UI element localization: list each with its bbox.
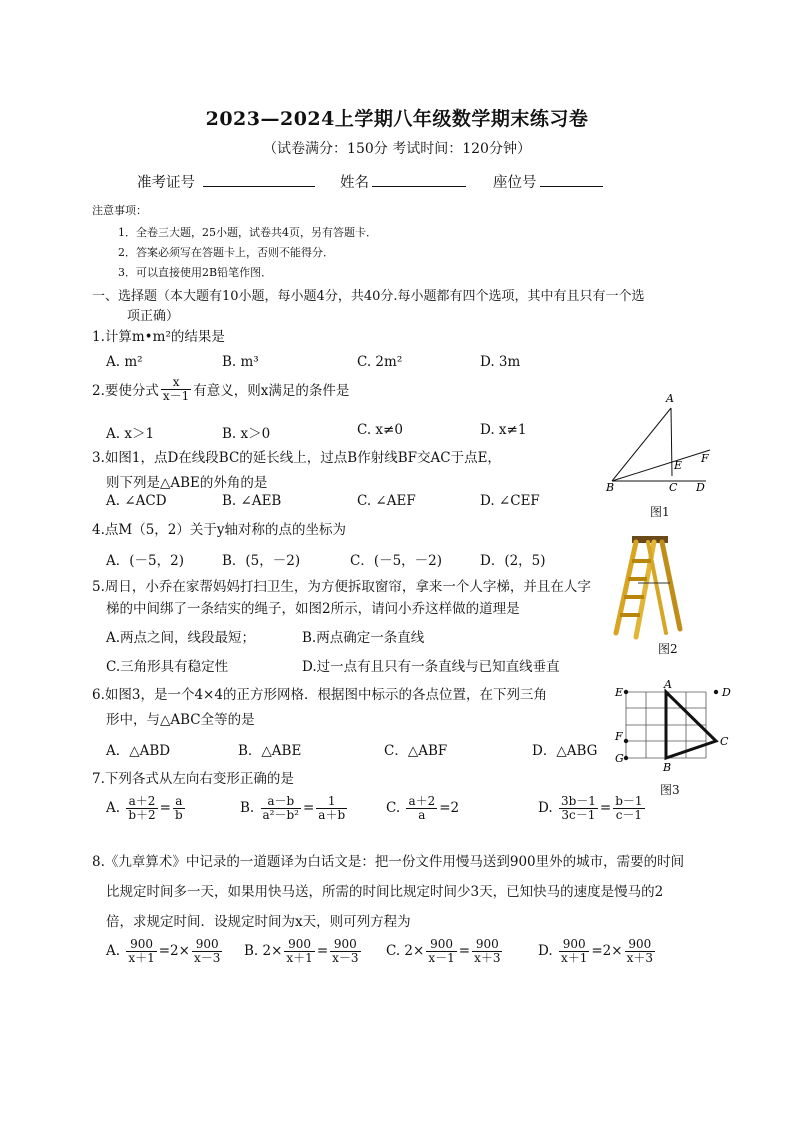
q3-option-a[interactable]: A. ∠ACD [106, 493, 167, 509]
fig1-ray-bf [612, 450, 710, 481]
figure-2-caption: 图2 [658, 642, 678, 656]
q8-stem-cont2: 倍，求规定时间．设规定时间为x天，则可列方程为 [106, 914, 411, 930]
seat-blank[interactable] [540, 186, 603, 187]
q1-option-b[interactable]: B. m³ [222, 354, 259, 370]
q2-frac-den: x－1 [162, 388, 190, 403]
q7-c-den1: a [418, 807, 426, 822]
q8-option-d[interactable] [538, 938, 657, 964]
q4-option-a[interactable]: A．(－5，2) [106, 553, 184, 569]
q7-c-num1: a＋2 [408, 794, 436, 808]
q8-d-den2: x＋3 [626, 950, 653, 965]
q7-b-num1: a－b [261, 795, 301, 809]
q7-d-label: D. [538, 800, 553, 817]
q7-b-den1: a²－b² [262, 807, 299, 822]
figure-1-triangle [600, 390, 720, 520]
q6-stem-cont: 形中，与△ABC全等的是 [106, 712, 255, 728]
q8-c-label: C. 2× [386, 943, 425, 960]
fig1-line-ba [612, 408, 671, 481]
fig1-label-e: E [674, 459, 683, 472]
q7-d-num2: b－1 [615, 794, 643, 808]
q7-option-c[interactable]: C. $\frac{a+2}{a}$ =2 [386, 794, 460, 822]
q6-option-d[interactable]: D．△ABG [532, 743, 598, 759]
q7-option-b[interactable]: B. $\frac{a-b}{\text{a²－b²}}$ = $\frac{1}{a+b}$ [240, 794, 346, 822]
q5-stem: 5.周日，小乔在家帮妈妈打扫卫生，为方便拆取窗帘，拿来一个人字梯，并且在人字 [92, 579, 591, 595]
q7-b-num2: 1 [316, 795, 347, 809]
fig3-label-c: C [720, 735, 729, 748]
q2-frac-num: x [161, 376, 191, 390]
q4-option-d[interactable]: D．(2，5) [480, 553, 546, 569]
exam-no-blank[interactable] [203, 186, 315, 187]
q8-b-mid: = [316, 943, 329, 960]
q8-d-num1: 900 [559, 938, 589, 952]
q1-option-d[interactable]: D. 3m [480, 354, 521, 370]
q8-b-num2: 900 [330, 938, 360, 952]
section-heading-cont: 项正确） [127, 309, 180, 324]
figure-2-ladder-image [608, 533, 698, 638]
q5-option-d[interactable]: D.过一点有且只有一条直线与已知直线垂直 [302, 659, 560, 675]
figure-3-grid [610, 675, 740, 785]
q8-stem-cont1: 比规定时间多一天，如果用快马送，所需的时间比规定时间少3天，已知快马的速度是慢马的2 [106, 884, 664, 900]
q2-stem-pre: 2.要使分式 [92, 383, 159, 400]
fig3-label-b: B [663, 761, 672, 774]
q8-b-den2: x－3 [332, 950, 359, 965]
q5-option-c[interactable]: C.三角形具有稳定性 [106, 659, 229, 675]
fig3-label-d: D [722, 686, 731, 699]
q8-b-num1: 900 [284, 938, 314, 952]
q2-fraction [161, 376, 191, 402]
fig1-label-f: F [701, 452, 709, 465]
q7-a-num1: a＋2 [126, 795, 157, 809]
q7-option-a[interactable]: A. $\frac{a+2}{b+2}$ = $\frac{a}{b}$ [106, 794, 183, 822]
q8-b-den1: x＋1 [286, 950, 313, 965]
q3-option-d[interactable]: D. ∠CEF [480, 493, 540, 509]
q5-option-b[interactable]: B.两点确定一条直线 [302, 630, 425, 646]
q4-stem: 4.点M（5，2）关于y轴对称的点的坐标为 [92, 522, 347, 538]
q5-stem-cont: 梯的中间绑了一条结实的绳子，如图2所示，请问小乔这样做的道理是 [106, 601, 520, 617]
q8-c-den2: x＋3 [474, 950, 501, 965]
notice-item: 3．可以直接使用2B铅笔作图． [118, 266, 273, 279]
q2-stem [92, 376, 349, 402]
q3-stem-cont: 则下列是△ABE的外角的是 [106, 475, 268, 491]
q7-d-den2: c－1 [615, 807, 643, 822]
exam-no-label: 准考证号 [137, 175, 195, 191]
q3-stem: 3.如图1，点D在线段BC的延长线上，过点B作射线BF交AC于点E， [92, 450, 501, 466]
q7-c-rhs: 2 [450, 800, 460, 817]
seat-label: 座位号 [493, 175, 537, 191]
q7-c-label: C. [386, 800, 401, 817]
notice-heading: 注意事项： [92, 204, 147, 217]
q8-b-label: B. 2× [244, 943, 283, 960]
name-blank[interactable] [372, 186, 466, 187]
q6-option-c[interactable]: C．△ABF [384, 743, 448, 759]
fig3-label-f: F [615, 730, 623, 743]
q7-a-den1: b＋2 [128, 807, 156, 822]
q7-a-num2: a [173, 795, 185, 809]
q8-c-den1: x－1 [428, 950, 455, 965]
q8-stem: 8.《九章算术》中记录的一道题译为白话文是：把一份文件用慢马送到900里外的城市，需要的时间 [92, 854, 685, 870]
q2-stem-post: 有意义，则x满足的条件是 [193, 383, 350, 400]
q8-option-c[interactable] [386, 938, 504, 964]
q8-a-num2: 900 [192, 938, 222, 952]
fig1-line-ac [671, 408, 672, 476]
q3-option-c[interactable]: C. ∠AEF [357, 493, 416, 509]
q7-a-label: A. [106, 800, 121, 817]
q7-b-den2: a＋b [318, 807, 346, 822]
q8-a-den1: x＋1 [128, 950, 155, 965]
q4-option-c[interactable]: C．(－5，－2) [350, 553, 443, 569]
fig1-label-b: B [606, 481, 615, 494]
q2-option-d[interactable]: D. x≠1 [480, 422, 527, 438]
fig3-label-g: G [615, 752, 624, 765]
q7-a-den2: b [174, 807, 183, 822]
q6-option-a[interactable]: A．△ABD [106, 743, 171, 759]
q8-option-a[interactable] [106, 938, 224, 964]
q7-option-d[interactable]: D. $\frac{3b-1}{3c-1}$ = $\frac{b-1}{c-1}$ [538, 794, 643, 822]
q8-a-mid: =2× [158, 943, 190, 960]
q2-option-b[interactable]: B. x＞0 [222, 426, 271, 442]
q1-stem: 1.计算m•m²的结果是 [92, 329, 225, 345]
q8-a-den2: x－3 [193, 950, 221, 965]
exam-title: 2023—2024上学期八年级数学期末练习卷 [205, 108, 589, 130]
q2-option-a[interactable]: A. x＞1 [106, 426, 155, 442]
fig1-label-c: C [669, 481, 678, 494]
q3-option-b[interactable]: B. ∠AEB [222, 493, 282, 509]
q1-option-c[interactable]: C. 2m² [357, 354, 403, 370]
section-heading: 一、选择题（本大题有10小题，每小题4分，共40分.每小题都有四个选项，其中有且只有一个选 [92, 289, 645, 304]
q8-a-num1: 900 [126, 938, 156, 952]
q8-option-b[interactable] [244, 938, 363, 964]
fig3-label-e: E [615, 686, 624, 699]
notice-item: 2．答案必须写在答题卡上，否则不能得分． [118, 246, 334, 259]
q8-d-den1: x＋1 [560, 950, 588, 965]
q7-d-den1: 3c－1 [561, 807, 596, 822]
q8-d-mid: =2× [591, 943, 623, 960]
name-label: 姓名 [340, 175, 369, 191]
q8-c-mid: = [458, 943, 471, 960]
q7-stem: 7.下列各式从左向右变形正确的是 [92, 771, 294, 787]
q7-b-label: B. [240, 800, 255, 817]
q4-option-b[interactable]: B．(5，－2) [222, 553, 301, 569]
figure-3-caption: 图3 [660, 783, 680, 797]
q1-option-a[interactable]: A. m² [106, 354, 143, 370]
q6-option-b[interactable]: B．△ABE [238, 743, 302, 759]
q8-d-label: D. [538, 943, 553, 960]
figure-1-caption: 图1 [650, 505, 670, 519]
fig1-label-d: D [696, 481, 705, 494]
q5-option-a[interactable]: A.两点之间，线段最短； [106, 630, 256, 646]
q8-c-num1: 900 [426, 938, 456, 952]
notice-item: 1．全卷三大题，25小题，试卷共4页，另有答题卡． [118, 226, 377, 239]
q8-d-num2: 900 [625, 938, 655, 952]
q7-d-num1: 3b－1 [560, 794, 596, 808]
q8-c-num2: 900 [472, 938, 502, 952]
fig1-label-a: A [666, 392, 674, 405]
q8-a-label: A. [106, 943, 121, 960]
q6-stem: 6.如图3，是一个4×4的正方形网格．根据图中标示的各点位置，在下列三角 [92, 687, 547, 703]
fig3-label-a: A [664, 678, 672, 691]
exam-subtitle: （试卷满分：150分 考试时间：120分钟） [263, 141, 531, 157]
q2-option-c[interactable]: C. x≠0 [357, 422, 403, 438]
